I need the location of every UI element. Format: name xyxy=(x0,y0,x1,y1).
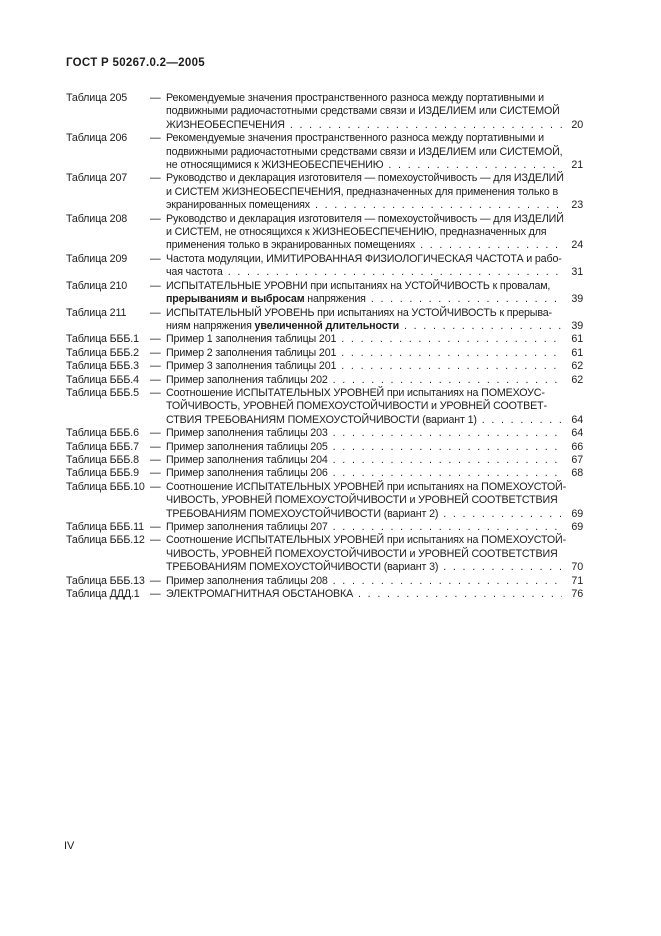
entry-body xyxy=(166,280,583,307)
entry-last-line xyxy=(166,320,583,333)
entry-dash: — xyxy=(150,279,161,292)
entry-dash: — xyxy=(150,534,161,547)
toc-entry xyxy=(66,588,583,601)
toc-entry xyxy=(66,360,583,373)
entry-label: Таблица БББ.5 xyxy=(66,386,139,399)
entry-dash: — xyxy=(150,172,161,185)
entry-page-number: 20 xyxy=(571,118,583,131)
entry-last-line xyxy=(166,508,583,521)
entry-dash: — xyxy=(150,360,161,373)
entry-line: Соотношение ИСПЫТАТЕЛЬНЫХ УРОВНЕЙ при испытаниях на ПОМЕХОУСТОЙ- xyxy=(166,534,566,547)
entry-label: Таблица 206 xyxy=(66,132,128,145)
entry-label: Таблица БББ.6 xyxy=(66,427,139,440)
entry-page-number: 76 xyxy=(571,588,583,601)
entry-page-number: 39 xyxy=(571,293,583,306)
entry-dash: — xyxy=(150,386,161,399)
entry-body xyxy=(166,575,583,588)
entry-line: ИСПЫТАТЕЛЬНЫЕ УРОВНИ при испытаниях на УСТОЙЧИВОСТЬ к провалам, xyxy=(166,279,551,292)
entry-page-number: 21 xyxy=(571,159,583,172)
entry-page-number: 61 xyxy=(571,346,583,359)
entry-dash: — xyxy=(150,333,161,346)
entry-line: и СИСТЕМ, не относящихся к ЖИЗНЕОБЕСПЕЧЕНИЮ, предназначенных для xyxy=(166,226,547,239)
entry-last-text: Пример заполнения таблицы 202 xyxy=(166,373,328,386)
entry-body xyxy=(166,481,583,521)
entry-line: подвижными радиочастотными средствами связи и ИЗДЕЛИЕМ или СИСТЕМОЙ, xyxy=(166,145,563,158)
entry-page-number: 68 xyxy=(571,467,583,480)
entry-last-text: Пример заполнения таблицы 205 xyxy=(166,440,328,453)
entry-dash: — xyxy=(150,132,161,145)
entry-last-text: Пример заполнения таблицы 208 xyxy=(166,574,328,587)
entry-last-text: Пример заполнения таблицы 207 xyxy=(166,521,328,533)
entry-dash: — xyxy=(150,373,161,386)
entry-last-line xyxy=(166,414,583,427)
entry-page-number: 61 xyxy=(571,333,583,346)
toc-entry xyxy=(66,172,583,212)
entry-line: ИСПЫТАТЕЛЬНЫЙ УРОВЕНЬ при испытаниях на УСТОЙЧИВОСТЬ к прерыва- xyxy=(166,306,552,319)
entry-label: Таблица 207 xyxy=(66,172,128,185)
entry-dash: — xyxy=(150,440,161,453)
entry-dash: — xyxy=(150,574,161,587)
dot-leader xyxy=(358,588,562,601)
entry-body xyxy=(166,441,583,454)
footer-page-number: IV xyxy=(64,840,75,852)
toc-entry xyxy=(66,92,583,132)
dot-leader xyxy=(333,521,562,534)
dot-leader xyxy=(341,347,562,360)
entry-page-number: 71 xyxy=(571,574,583,587)
entry-page-number: 24 xyxy=(571,239,583,252)
entry-line: подвижными радиочастотными средствами связи и ИЗДЕЛИЕМ или СИСТЕМОЙ xyxy=(166,105,560,118)
entry-last-text: Пример 3 заполнения таблицы 201 xyxy=(166,360,337,373)
toc-entry xyxy=(66,521,583,534)
entry-last-text: ТРЕБОВАНИЯМ ПОМЕХОУСТОЙЧИВОСТИ (вариант 2) xyxy=(166,507,439,520)
entry-label: Таблица 205 xyxy=(66,92,128,104)
entry-last-text: Пример 1 заполнения таблицы 201 xyxy=(166,333,337,346)
entry-line: и СИСТЕМ ЖИЗНЕОБЕСПЕЧЕНИЯ, предназначенных для применения только в xyxy=(166,185,559,198)
entry-label: Таблица БББ.12 xyxy=(66,534,145,547)
toc-entry xyxy=(66,132,583,172)
dot-leader xyxy=(420,239,562,252)
entry-body xyxy=(166,360,583,373)
dot-leader xyxy=(443,508,562,521)
entry-dash: — xyxy=(150,212,161,225)
entry-last-text: ТРЕБОВАНИЯМ ПОМЕХОУСТОЙЧИВОСТИ (вариант 3) xyxy=(166,561,439,574)
entry-dash: — xyxy=(150,252,161,265)
toc-entry xyxy=(66,387,583,427)
entry-page-number: 39 xyxy=(571,319,583,332)
dot-leader xyxy=(333,575,562,588)
entry-last-line xyxy=(166,427,583,440)
entry-line: ЧИВОСТЬ, УРОВНЕЙ ПОМЕХОУСТОЙЧИВОСТИ и УРОВНЕЙ СООТВЕТСТВИЯ xyxy=(166,547,558,560)
dot-leader xyxy=(315,199,562,212)
entry-body xyxy=(166,172,583,212)
dot-leader xyxy=(290,119,562,132)
entry-page-number: 67 xyxy=(571,453,583,466)
entry-last-text xyxy=(166,293,366,306)
entry-last-line xyxy=(166,467,583,480)
entry-body xyxy=(166,454,583,467)
entry-page-number: 31 xyxy=(571,266,583,279)
entry-page-number: 62 xyxy=(571,373,583,386)
entry-last-text: Пример заполнения таблицы 203 xyxy=(166,427,328,440)
entry-line: Соотношение ИСПЫТАТЕЛЬНЫХ УРОВНЕЙ при испытаниях на ПОМЕХОУСТОЙ- xyxy=(166,480,566,493)
entry-last-line xyxy=(166,575,583,588)
entry-label: Таблица БББ.2 xyxy=(66,346,139,359)
entry-last-line xyxy=(166,561,583,574)
entry-page-number: 23 xyxy=(571,199,583,212)
entry-label: Таблица БББ.1 xyxy=(66,333,139,346)
entry-last-line xyxy=(166,199,583,212)
entry-last-line xyxy=(166,454,583,467)
entry-dash: — xyxy=(150,427,161,440)
toc-entry xyxy=(66,534,583,574)
entry-last-text: чая частота xyxy=(166,266,223,279)
entry-dash: — xyxy=(150,521,161,533)
entry-dash: — xyxy=(150,480,161,493)
entry-body xyxy=(166,588,583,601)
entry-last-line xyxy=(166,521,583,534)
entry-dash: — xyxy=(150,346,161,359)
entry-label: Таблица БББ.4 xyxy=(66,373,139,386)
entry-last-line xyxy=(166,239,583,252)
entry-body xyxy=(166,307,583,334)
toc-entry xyxy=(66,213,583,253)
entry-last-line xyxy=(166,266,583,279)
entry-label: Таблица БББ.13 xyxy=(66,574,145,587)
toc-entry xyxy=(66,307,583,334)
entry-text-segment: ниям напряжения xyxy=(166,319,255,332)
entry-last-text: ЭЛЕКТРОМАГНИТНАЯ ОБСТАНОВКА xyxy=(166,588,354,601)
entry-label: Таблица БББ.11 xyxy=(66,521,144,533)
entry-body xyxy=(166,92,583,132)
toc-entry xyxy=(66,427,583,440)
entry-page-number: 64 xyxy=(571,427,583,440)
standard-number-header: ГОСТ Р 50267.0.2—2005 xyxy=(66,57,205,69)
entry-body xyxy=(166,347,583,360)
toc-entry xyxy=(66,347,583,360)
entry-line: Частота модуляции, ИМИТИРОВАННАЯ ФИЗИОЛОГИЧЕСКАЯ ЧАСТОТА и рабо- xyxy=(166,252,562,265)
toc-entry xyxy=(66,467,583,480)
entry-text-segment: увеличенной длительности xyxy=(254,319,400,332)
entry-body xyxy=(166,534,583,574)
entry-last-text: экранированных помещениях xyxy=(166,199,310,212)
entry-line: ТОЙЧИВОСТЬ, УРОВНЕЙ ПОМЕХОУСТОЙЧИВОСТИ и УРОВНЕЙ СООТВЕТ- xyxy=(166,400,547,413)
dot-leader xyxy=(333,441,562,454)
entry-last-text: СТВИЯ ТРЕБОВАНИЯМ ПОМЕХОУСТОЙЧИВОСТИ (вариант 1) xyxy=(166,413,477,426)
dot-leader xyxy=(388,159,562,172)
toc-entry xyxy=(66,481,583,521)
entry-body xyxy=(166,521,583,534)
entry-body xyxy=(166,427,583,440)
dot-leader xyxy=(333,374,562,387)
toc-entry xyxy=(66,280,583,307)
entry-label: Таблица ДДД.1 xyxy=(66,588,140,601)
entry-text-segment: напряжения xyxy=(304,293,366,306)
entry-label: Таблица 211 xyxy=(66,306,127,319)
entry-body xyxy=(166,132,583,172)
entry-last-line xyxy=(166,119,583,132)
entry-line: ЧИВОСТЬ, УРОВНЕЙ ПОМЕХОУСТОЙЧИВОСТИ и УРОВНЕЙ СООТВЕТСТВИЯ xyxy=(166,494,558,507)
entry-line: Рекомендуемые значения пространственного разноса между портативными и xyxy=(166,132,544,145)
entry-page-number: 64 xyxy=(571,413,583,426)
toc-entry xyxy=(66,575,583,588)
dot-leader xyxy=(333,454,562,467)
toc-entry xyxy=(66,454,583,467)
entry-last-line xyxy=(166,159,583,172)
entry-label: Таблица БББ.7 xyxy=(66,440,139,453)
entry-body xyxy=(166,387,583,427)
dot-leader xyxy=(371,293,562,306)
entry-dash: — xyxy=(150,92,161,104)
entry-dash: — xyxy=(150,588,161,601)
entry-last-line xyxy=(166,374,583,387)
toc-entry xyxy=(66,333,583,346)
entry-last-line xyxy=(166,588,583,601)
entry-label: Таблица БББ.3 xyxy=(66,360,139,373)
entry-dash: — xyxy=(150,453,161,466)
entry-label: Таблица БББ.10 xyxy=(66,480,145,493)
entry-last-text xyxy=(166,320,399,333)
dot-leader xyxy=(228,266,562,279)
entry-page-number: 62 xyxy=(571,360,583,373)
entry-last-text: Пример 2 заполнения таблицы 201 xyxy=(166,346,337,359)
entry-page-number: 69 xyxy=(571,507,583,520)
toc-entry xyxy=(66,374,583,387)
entry-last-line xyxy=(166,293,583,306)
entry-body xyxy=(166,467,583,480)
dot-leader xyxy=(443,561,562,574)
entry-last-line xyxy=(166,333,583,346)
dot-leader xyxy=(333,467,562,480)
entry-last-line xyxy=(166,347,583,360)
dot-leader xyxy=(333,427,562,440)
entry-page-number: 66 xyxy=(571,440,583,453)
entry-label: Таблица БББ.8 xyxy=(66,453,139,466)
entry-dash: — xyxy=(150,306,161,319)
entry-page-number: 69 xyxy=(571,521,583,533)
dot-leader xyxy=(341,333,562,346)
entry-dash: — xyxy=(150,467,161,480)
toc-entry xyxy=(66,253,583,280)
entry-body xyxy=(166,374,583,387)
entry-text-segment: прерываниям и выбросам xyxy=(166,293,305,306)
entry-last-line xyxy=(166,441,583,454)
entry-body xyxy=(166,213,583,253)
dot-leader xyxy=(482,414,562,427)
entry-last-text: не относящимися к ЖИЗНЕОБЕСПЕЧЕНИЮ xyxy=(166,159,384,172)
entry-label: Таблица 209 xyxy=(66,252,128,265)
entry-line: Соотношение ИСПЫТАТЕЛЬНЫХ УРОВНЕЙ при испытаниях на ПОМЕХОУС- xyxy=(166,386,545,399)
toc-list xyxy=(66,92,583,601)
entry-last-line xyxy=(166,360,583,373)
entry-line: Руководство и декларация изготовителя — помехоустойчивость — для ИЗДЕЛИЙ xyxy=(166,172,564,185)
dot-leader xyxy=(404,320,562,333)
entry-line: Рекомендуемые значения пространственного разноса между портативными и xyxy=(166,92,544,104)
entry-label: Таблица БББ.9 xyxy=(66,467,139,480)
entry-page-number: 70 xyxy=(571,561,583,574)
entry-line: Руководство и декларация изготовителя — помехоустойчивость — для ИЗДЕЛИЙ xyxy=(166,212,564,225)
entry-label: Таблица 210 xyxy=(66,279,128,292)
entry-last-text: Пример заполнения таблицы 206 xyxy=(166,467,328,480)
entry-body xyxy=(166,333,583,346)
entry-body xyxy=(166,253,583,280)
dot-leader xyxy=(341,360,562,373)
entry-last-text: применения только в экранированных помещениях xyxy=(166,239,416,252)
entry-label: Таблица 208 xyxy=(66,212,128,225)
entry-last-text: Пример заполнения таблицы 204 xyxy=(166,453,328,466)
toc-entry xyxy=(66,441,583,454)
entry-last-text: ЖИЗНЕОБЕСПЕЧЕНИЯ xyxy=(166,118,285,131)
